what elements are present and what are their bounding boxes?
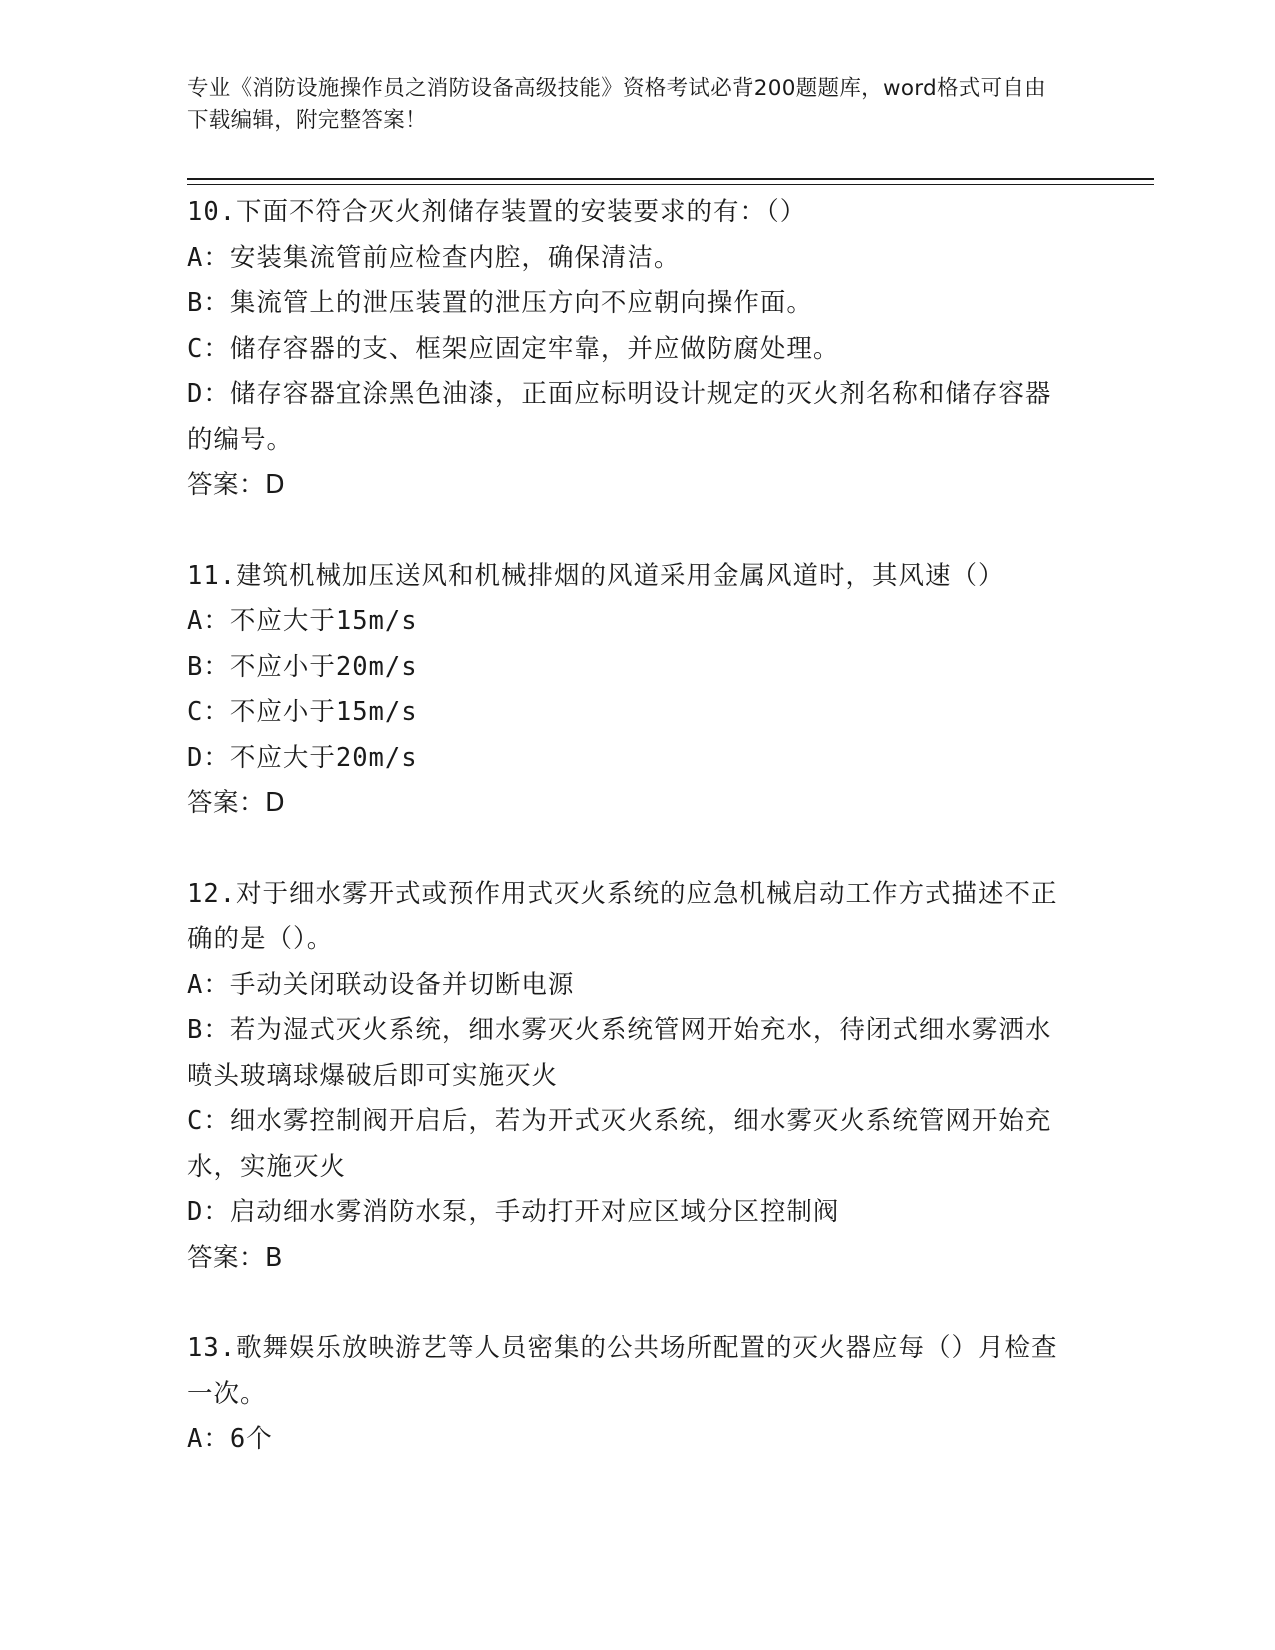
- option-b: B：若为湿式灭火系统，细水雾灭火系统管网开始充水，待闭式细水雾洒水喷头玻璃球爆破后即可实施灭火: [187, 1015, 1052, 1091]
- option-c: C：细水雾控制阀开启后，若为开式灭火系统，细水雾灭火系统管网开始充水，实施灭火: [187, 1106, 1052, 1182]
- question-13: [187, 1326, 1077, 1463]
- option-a: A：6个: [187, 1424, 273, 1454]
- answer: 答案：D: [187, 470, 286, 500]
- header-rule-thin: [187, 184, 1154, 185]
- answer: 答案：B: [187, 1242, 283, 1273]
- option-a: A：手动关闭联动设备并切断电源: [187, 969, 575, 1000]
- document-header: 专业《消防设施操作员之消防设备高级技能》资格考试必背200题题库，word格式可自由下载编辑，附完整答案！: [187, 76, 1046, 133]
- option-c: C：不应小于15m/s: [187, 697, 418, 727]
- option-b: B：集流管上的泄压装置的泄压方向不应朝向操作面。: [187, 288, 813, 318]
- question-11: [187, 554, 1077, 827]
- question-list: [187, 190, 1077, 1463]
- option-d: D：不应大于20m/s: [187, 742, 418, 773]
- option-d: D：储存容器宜涂黑色油漆，正面应标明设计规定的灭火剂名称和储存容器的编号。: [187, 379, 1052, 455]
- option-c: C：储存容器的支、框架应固定牢靠，并应做防腐处理。: [187, 333, 840, 364]
- question-stem: 11.建筑机械加压送风和机械排烟的风道采用金属风道时，其风速（）: [187, 560, 1005, 591]
- option-a: A：安装集流管前应检查内腔，确保清洁。: [187, 242, 681, 273]
- option-d: D：启动细水雾消防水泵，手动打开对应区域分区控制阀: [187, 1197, 840, 1227]
- question-stem: 13.歌舞娱乐放映游艺等人员密集的公共场所配置的灭火器应每（）月检查一次。: [187, 1333, 1058, 1409]
- question-stem: 10.下面不符合灭火剂储存装置的安装要求的有：（）: [187, 197, 807, 227]
- question-stem: 12.对于细水雾开式或预作用式灭火系统的应急机械启动工作方式描述不正确的是（）。: [187, 878, 1058, 954]
- question-10: [187, 190, 1077, 509]
- option-b: B：不应小于20m/s: [187, 651, 418, 682]
- answer: 答案：D: [187, 788, 286, 818]
- option-a: A：不应大于15m/s: [187, 606, 418, 636]
- question-12: [187, 872, 1077, 1282]
- header-rule-thick: [187, 178, 1154, 180]
